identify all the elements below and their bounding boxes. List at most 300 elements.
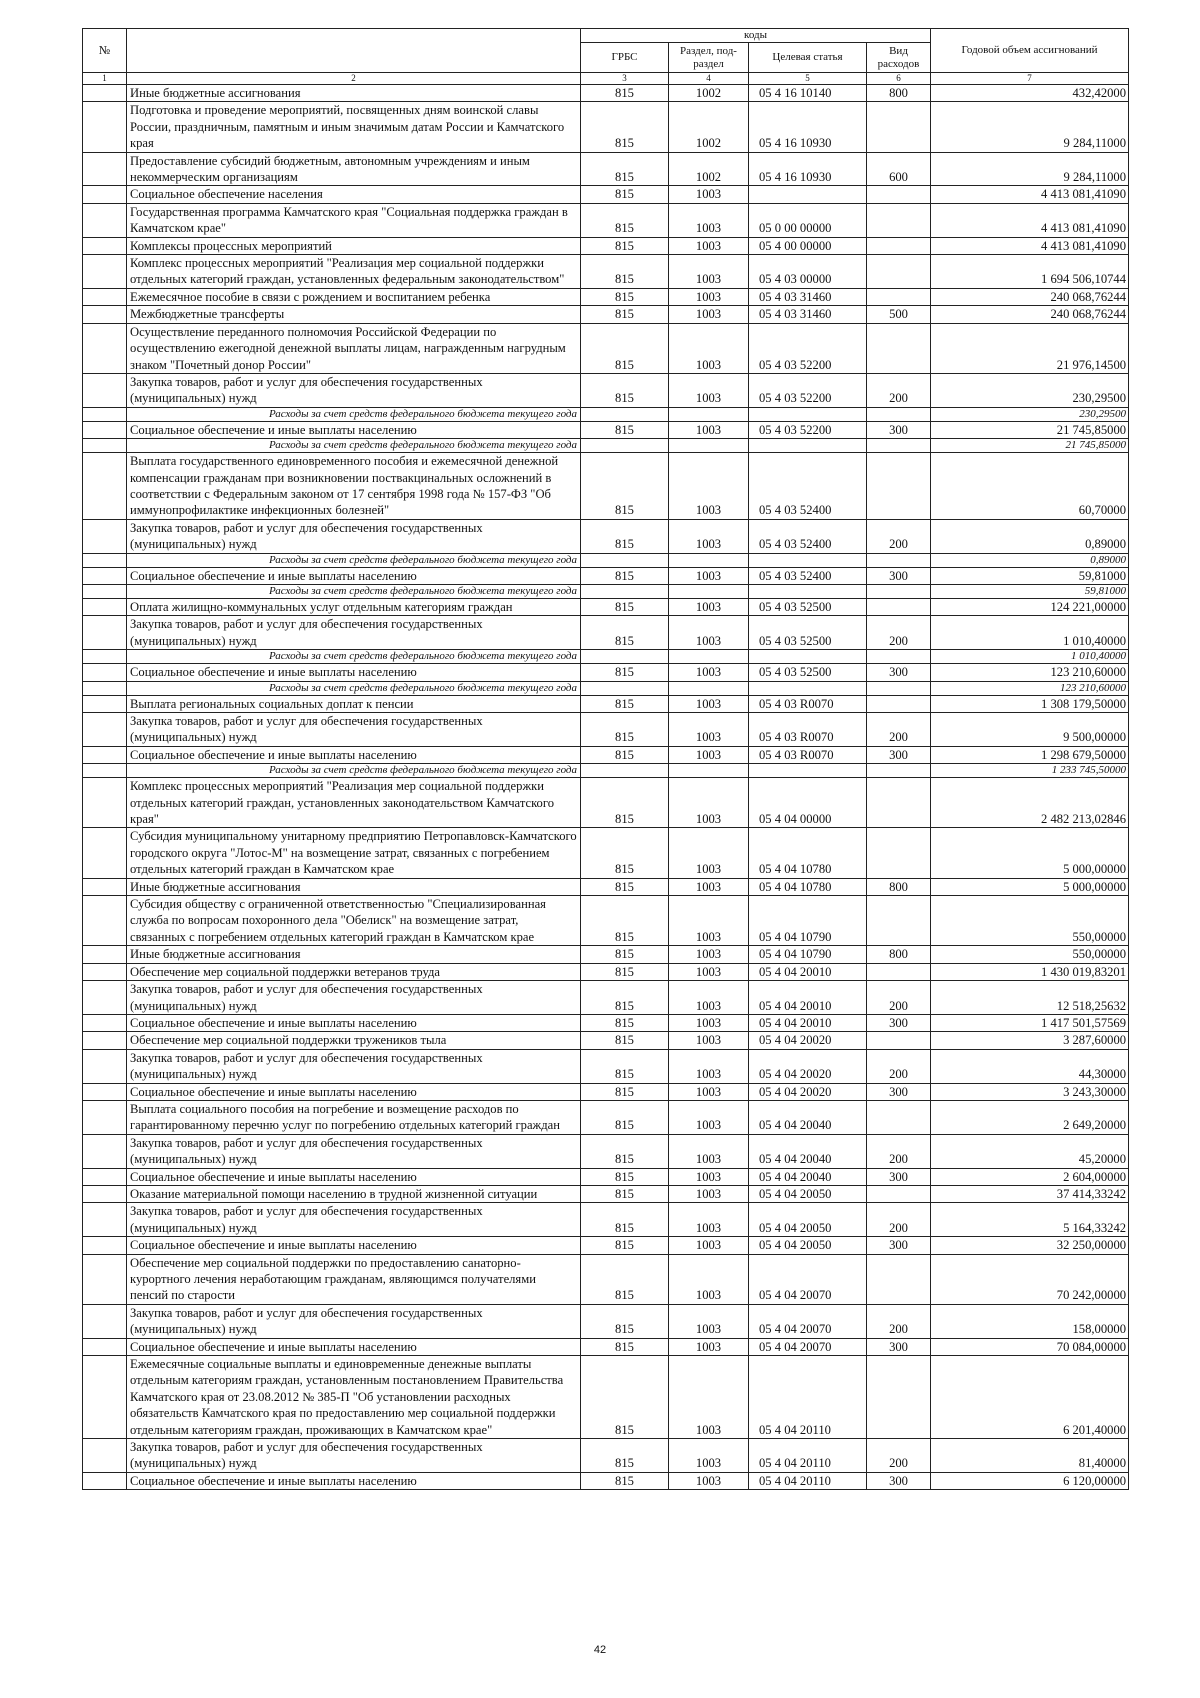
vid-cell xyxy=(867,764,931,778)
razdel-cell: 1003 xyxy=(669,713,749,747)
table-row xyxy=(83,1049,1129,1083)
razdel-cell xyxy=(669,650,749,664)
row-number-cell xyxy=(83,237,127,254)
table-row xyxy=(83,1237,1129,1254)
razdel-cell: 1003 xyxy=(669,896,749,946)
row-name-cell: Обеспечение мер социальной поддержки ветеранов труда xyxy=(127,963,581,980)
grbs-cell: 815 xyxy=(581,598,669,615)
razdel-cell: 1003 xyxy=(669,981,749,1015)
target-cell xyxy=(749,186,867,203)
vid-cell: 200 xyxy=(867,981,931,1015)
razdel-cell: 1003 xyxy=(669,828,749,878)
amount-cell: 59,81000 xyxy=(931,584,1129,598)
row-name-cell: Выплата социального пособия на погребение и возмещение расходов по гарантированному перечню услуг по погребению отдельных категорий граждан xyxy=(127,1100,581,1134)
grbs-cell: 815 xyxy=(581,1439,669,1473)
vid-cell xyxy=(867,584,931,598)
vid-cell xyxy=(867,237,931,254)
vid-cell xyxy=(867,695,931,712)
vid-cell xyxy=(867,650,931,664)
table-row xyxy=(83,896,1129,946)
grbs-cell: 815 xyxy=(581,896,669,946)
amount-cell: 6 120,00000 xyxy=(931,1472,1129,1489)
amount-cell: 1 010,40000 xyxy=(931,650,1129,664)
table-row xyxy=(83,1032,1129,1049)
header-vid: Вид расходов xyxy=(867,43,931,73)
vid-cell: 200 xyxy=(867,1304,931,1338)
grbs-cell: 815 xyxy=(581,186,669,203)
grbs-cell: 815 xyxy=(581,1254,669,1304)
grbs-cell: 815 xyxy=(581,1014,669,1031)
grbs-cell: 815 xyxy=(581,1203,669,1237)
table-row xyxy=(83,878,1129,895)
row-name-cell: Социальное обеспечение и иные выплаты населению xyxy=(127,1168,581,1185)
target-cell: 05 4 03 52200 xyxy=(749,323,867,373)
amount-cell: 70 084,00000 xyxy=(931,1338,1129,1355)
row-number-cell xyxy=(83,896,127,946)
vid-cell: 200 xyxy=(867,1134,931,1168)
table-row xyxy=(83,85,1129,102)
federal-budget-row xyxy=(83,650,1129,664)
table-row xyxy=(83,1100,1129,1134)
grbs-cell: 815 xyxy=(581,713,669,747)
grbs-cell: 815 xyxy=(581,306,669,323)
row-number-cell xyxy=(83,664,127,681)
grbs-cell: 815 xyxy=(581,567,669,584)
federal-budget-row xyxy=(83,439,1129,453)
row-number-cell xyxy=(83,1356,127,1439)
table-row xyxy=(83,152,1129,186)
vid-cell: 200 xyxy=(867,373,931,407)
amount-cell: 9 500,00000 xyxy=(931,713,1129,747)
target-cell xyxy=(749,650,867,664)
vid-cell xyxy=(867,407,931,421)
target-cell: 05 4 16 10140 xyxy=(749,85,867,102)
table-row xyxy=(83,746,1129,763)
row-name-cell: Иные бюджетные ассигнования xyxy=(127,946,581,963)
grbs-cell: 815 xyxy=(581,1237,669,1254)
row-number-cell xyxy=(83,306,127,323)
colnum: 3 xyxy=(581,73,669,85)
target-cell xyxy=(749,553,867,567)
target-cell: 05 4 04 10780 xyxy=(749,828,867,878)
amount-cell: 0,89000 xyxy=(931,553,1129,567)
razdel-cell: 1003 xyxy=(669,1439,749,1473)
razdel-cell: 1003 xyxy=(669,746,749,763)
amount-cell: 240 068,76244 xyxy=(931,288,1129,305)
grbs-cell: 815 xyxy=(581,1032,669,1049)
table-row xyxy=(83,695,1129,712)
target-cell: 05 4 03 00000 xyxy=(749,255,867,289)
row-name-cell: Социальное обеспечение и иные выплаты населению xyxy=(127,1472,581,1489)
razdel-cell: 1003 xyxy=(669,1203,749,1237)
vid-cell xyxy=(867,778,931,828)
row-number-cell xyxy=(83,85,127,102)
grbs-cell: 815 xyxy=(581,453,669,520)
row-number-cell xyxy=(83,1304,127,1338)
vid-cell xyxy=(867,453,931,520)
vid-cell: 200 xyxy=(867,713,931,747)
table-row xyxy=(83,1472,1129,1489)
table-row xyxy=(83,713,1129,747)
razdel-cell: 1003 xyxy=(669,946,749,963)
vid-cell: 300 xyxy=(867,1237,931,1254)
razdel-cell xyxy=(669,439,749,453)
row-number-cell xyxy=(83,778,127,828)
row-name-cell: Социальное обеспечение и иные выплаты населению xyxy=(127,567,581,584)
target-cell: 05 4 03 R0070 xyxy=(749,746,867,763)
vid-cell xyxy=(867,186,931,203)
amount-cell: 230,29500 xyxy=(931,407,1129,421)
amount-cell: 124 221,00000 xyxy=(931,598,1129,615)
target-cell: 05 4 03 52500 xyxy=(749,616,867,650)
grbs-cell: 815 xyxy=(581,85,669,102)
header-num: № xyxy=(83,29,127,73)
table-row xyxy=(83,963,1129,980)
grbs-cell: 815 xyxy=(581,981,669,1015)
vid-cell xyxy=(867,681,931,695)
row-name-cell: Иные бюджетные ассигнования xyxy=(127,85,581,102)
grbs-cell: 815 xyxy=(581,1168,669,1185)
row-number-cell xyxy=(83,519,127,553)
razdel-cell: 1003 xyxy=(669,288,749,305)
vid-cell: 200 xyxy=(867,1439,931,1473)
vid-cell xyxy=(867,1254,931,1304)
row-name-cell: Закупка товаров, работ и услуг для обеспечения государственных (муниципальных) нужд xyxy=(127,1439,581,1473)
razdel-cell: 1002 xyxy=(669,85,749,102)
razdel-cell: 1003 xyxy=(669,695,749,712)
vid-cell xyxy=(867,896,931,946)
target-cell: 05 4 04 20110 xyxy=(749,1439,867,1473)
row-name-cell: Выплата государственного единовременного пособия и ежемесячной денежной компенсации гражданам при возникновении поствакцинальных осложнений в соответствии с Федеральным законом от 17 сентября 1998 года № 157-ФЗ "Об иммунопрофилактике инфекционных болезней" xyxy=(127,453,581,520)
table-row xyxy=(83,203,1129,237)
target-cell: 05 4 04 20010 xyxy=(749,963,867,980)
grbs-cell xyxy=(581,681,669,695)
razdel-cell: 1003 xyxy=(669,453,749,520)
amount-cell: 230,29500 xyxy=(931,373,1129,407)
target-cell: 05 4 04 20040 xyxy=(749,1168,867,1185)
amount-cell: 59,81000 xyxy=(931,567,1129,584)
row-number-cell xyxy=(83,553,127,567)
grbs-cell xyxy=(581,650,669,664)
grbs-cell: 815 xyxy=(581,1338,669,1355)
row-name-cell: Обеспечение мер социальной поддержки тружеников тыла xyxy=(127,1032,581,1049)
row-name-cell: Закупка товаров, работ и услуг для обеспечения государственных (муниципальных) нужд xyxy=(127,519,581,553)
row-number-cell xyxy=(83,764,127,778)
table-row xyxy=(83,519,1129,553)
row-name-cell: Закупка товаров, работ и услуг для обеспечения государственных (муниципальных) нужд xyxy=(127,373,581,407)
razdel-cell: 1003 xyxy=(669,1472,749,1489)
table-row xyxy=(83,598,1129,615)
amount-cell: 1 417 501,57569 xyxy=(931,1014,1129,1031)
row-number-cell xyxy=(83,152,127,186)
row-number-cell xyxy=(83,1203,127,1237)
page-number: 42 xyxy=(593,1644,607,1656)
row-name-cell: Расходы за счет средств федерального бюджета текущего года xyxy=(127,764,581,778)
colnum: 1 xyxy=(83,73,127,85)
target-cell: 05 4 04 20020 xyxy=(749,1032,867,1049)
razdel-cell: 1003 xyxy=(669,237,749,254)
row-number-cell xyxy=(83,102,127,152)
grbs-cell: 815 xyxy=(581,102,669,152)
grbs-cell: 815 xyxy=(581,203,669,237)
razdel-cell: 1003 xyxy=(669,203,749,237)
grbs-cell: 815 xyxy=(581,778,669,828)
colnum: 7 xyxy=(931,73,1129,85)
table-row xyxy=(83,1439,1129,1473)
razdel-cell: 1003 xyxy=(669,373,749,407)
grbs-cell: 815 xyxy=(581,1083,669,1100)
row-number-cell xyxy=(83,1083,127,1100)
grbs-cell: 815 xyxy=(581,1356,669,1439)
row-name-cell: Ежемесячные социальные выплаты и единовременные денежные выплаты отдельным категориям граждан, установленным постановлением Правительства Камчатского края от 23.08.2012 № 385-П "Об установлении расходных обязательств Камчатского края по предоставлению мер социальной поддержки отдельным категориям граждан, проживающих в Камчатском крае" xyxy=(127,1356,581,1439)
target-cell: 05 4 03 R0070 xyxy=(749,695,867,712)
row-name-cell: Расходы за счет средств федерального бюджета текущего года xyxy=(127,439,581,453)
row-name-cell: Оказание материальной помощи населению в трудной жизненной ситуации xyxy=(127,1185,581,1202)
row-number-cell xyxy=(83,439,127,453)
row-name-cell: Предоставление субсидий бюджетным, автономным учреждениям и иным некоммерческим организациям xyxy=(127,152,581,186)
row-name-cell: Иные бюджетные ассигнования xyxy=(127,878,581,895)
target-cell: 05 4 04 20050 xyxy=(749,1203,867,1237)
vid-cell: 300 xyxy=(867,1083,931,1100)
target-cell: 05 4 04 00000 xyxy=(749,778,867,828)
vid-cell: 300 xyxy=(867,664,931,681)
amount-cell: 4 413 081,41090 xyxy=(931,186,1129,203)
table-row xyxy=(83,237,1129,254)
target-cell: 05 4 03 52500 xyxy=(749,598,867,615)
grbs-cell: 815 xyxy=(581,255,669,289)
row-number-cell xyxy=(83,407,127,421)
table-row xyxy=(83,421,1129,438)
row-number-cell xyxy=(83,878,127,895)
row-name-cell: Закупка товаров, работ и услуг для обеспечения государственных (муниципальных) нужд xyxy=(127,1304,581,1338)
target-cell: 05 0 00 00000 xyxy=(749,203,867,237)
row-name-cell: Закупка товаров, работ и услуг для обеспечения государственных (муниципальных) нужд xyxy=(127,981,581,1015)
amount-cell: 432,42000 xyxy=(931,85,1129,102)
razdel-cell: 1003 xyxy=(669,1032,749,1049)
vid-cell: 300 xyxy=(867,1014,931,1031)
razdel-cell: 1003 xyxy=(669,567,749,584)
razdel-cell: 1002 xyxy=(669,102,749,152)
table-row xyxy=(83,1168,1129,1185)
amount-cell: 21 976,14500 xyxy=(931,323,1129,373)
row-number-cell xyxy=(83,288,127,305)
row-name-cell: Расходы за счет средств федерального бюджета текущего года xyxy=(127,407,581,421)
row-name-cell: Закупка товаров, работ и услуг для обеспечения государственных (муниципальных) нужд xyxy=(127,616,581,650)
target-cell: 05 4 04 10790 xyxy=(749,946,867,963)
target-cell: 05 4 04 20020 xyxy=(749,1083,867,1100)
amount-cell: 2 482 213,02846 xyxy=(931,778,1129,828)
row-number-cell xyxy=(83,1100,127,1134)
amount-cell: 4 413 081,41090 xyxy=(931,237,1129,254)
amount-cell: 6 201,40000 xyxy=(931,1356,1129,1439)
razdel-cell: 1003 xyxy=(669,1083,749,1100)
row-number-cell xyxy=(83,186,127,203)
amount-cell: 1 308 179,50000 xyxy=(931,695,1129,712)
target-cell: 05 4 03 52500 xyxy=(749,664,867,681)
row-number-cell xyxy=(83,1439,127,1473)
amount-cell: 21 745,85000 xyxy=(931,421,1129,438)
target-cell: 05 4 03 52400 xyxy=(749,567,867,584)
grbs-cell: 815 xyxy=(581,1049,669,1083)
razdel-cell: 1003 xyxy=(669,878,749,895)
header-codes: коды xyxy=(581,29,931,43)
amount-cell: 1 694 506,10744 xyxy=(931,255,1129,289)
grbs-cell: 815 xyxy=(581,1304,669,1338)
razdel-cell: 1003 xyxy=(669,323,749,373)
vid-cell xyxy=(867,553,931,567)
row-name-cell: Социальное обеспечение и иные выплаты населению xyxy=(127,421,581,438)
target-cell: 05 4 03 52400 xyxy=(749,519,867,553)
target-cell: 05 4 04 20110 xyxy=(749,1356,867,1439)
row-name-cell: Оплата жилищно-коммунальных услуг отдельным категориям граждан xyxy=(127,598,581,615)
row-name-cell: Государственная программа Камчатского края "Социальная поддержка граждан в Камчатском крае" xyxy=(127,203,581,237)
row-name-cell: Расходы за счет средств федерального бюджета текущего года xyxy=(127,650,581,664)
table-row xyxy=(83,1254,1129,1304)
razdel-cell xyxy=(669,407,749,421)
vid-cell xyxy=(867,255,931,289)
table-row xyxy=(83,1014,1129,1031)
row-number-cell xyxy=(83,1049,127,1083)
razdel-cell: 1003 xyxy=(669,186,749,203)
row-number-cell xyxy=(83,746,127,763)
row-name-cell: Закупка товаров, работ и услуг для обеспечения государственных (муниципальных) нужд xyxy=(127,1049,581,1083)
table-row xyxy=(83,778,1129,828)
column-numbers xyxy=(83,73,1129,85)
amount-cell: 240 068,76244 xyxy=(931,306,1129,323)
table-body xyxy=(83,85,1129,1490)
vid-cell: 200 xyxy=(867,1203,931,1237)
target-cell: 05 4 04 20010 xyxy=(749,1014,867,1031)
row-number-cell xyxy=(83,1472,127,1489)
budget-table xyxy=(82,28,1129,1490)
row-name-cell: Социальное обеспечение и иные выплаты населению xyxy=(127,1338,581,1355)
amount-cell: 550,00000 xyxy=(931,946,1129,963)
razdel-cell: 1003 xyxy=(669,421,749,438)
row-name-cell: Социальное обеспечение и иные выплаты населению xyxy=(127,746,581,763)
amount-cell: 123 210,60000 xyxy=(931,681,1129,695)
table-row xyxy=(83,186,1129,203)
amount-cell: 1 233 745,50000 xyxy=(931,764,1129,778)
vid-cell: 300 xyxy=(867,567,931,584)
amount-cell: 32 250,00000 xyxy=(931,1237,1129,1254)
razdel-cell: 1003 xyxy=(669,1338,749,1355)
colnum: 4 xyxy=(669,73,749,85)
row-name-cell: Закупка товаров, работ и услуг для обеспечения государственных (муниципальных) нужд xyxy=(127,1134,581,1168)
row-number-cell xyxy=(83,1014,127,1031)
grbs-cell: 815 xyxy=(581,237,669,254)
row-name-cell: Комплексы процессных мероприятий xyxy=(127,237,581,254)
row-number-cell xyxy=(83,1168,127,1185)
row-number-cell xyxy=(83,373,127,407)
vid-cell: 300 xyxy=(867,746,931,763)
row-name-cell: Социальное обеспечение и иные выплаты населению xyxy=(127,1014,581,1031)
table-row xyxy=(83,288,1129,305)
vid-cell: 300 xyxy=(867,421,931,438)
row-name-cell: Расходы за счет средств федерального бюджета текущего года xyxy=(127,584,581,598)
razdel-cell: 1003 xyxy=(669,519,749,553)
amount-cell: 2 649,20000 xyxy=(931,1100,1129,1134)
grbs-cell: 815 xyxy=(581,1185,669,1202)
razdel-cell: 1003 xyxy=(669,1049,749,1083)
row-number-cell xyxy=(83,1134,127,1168)
amount-cell: 45,20000 xyxy=(931,1134,1129,1168)
amount-cell: 9 284,11000 xyxy=(931,152,1129,186)
vid-cell: 800 xyxy=(867,946,931,963)
row-number-cell xyxy=(83,255,127,289)
grbs-cell: 815 xyxy=(581,1134,669,1168)
razdel-cell: 1003 xyxy=(669,1014,749,1031)
table-row xyxy=(83,102,1129,152)
grbs-cell xyxy=(581,553,669,567)
grbs-cell: 815 xyxy=(581,878,669,895)
vid-cell: 300 xyxy=(867,1338,931,1355)
grbs-cell: 815 xyxy=(581,616,669,650)
target-cell: 05 4 04 20070 xyxy=(749,1338,867,1355)
grbs-cell: 815 xyxy=(581,421,669,438)
target-cell xyxy=(749,584,867,598)
table-row xyxy=(83,1083,1129,1100)
razdel-cell: 1003 xyxy=(669,616,749,650)
row-name-cell: Выплата региональных социальных доплат к пенсии xyxy=(127,695,581,712)
row-name-cell: Расходы за счет средств федерального бюджета текущего года xyxy=(127,553,581,567)
row-number-cell xyxy=(83,421,127,438)
vid-cell: 600 xyxy=(867,152,931,186)
row-number-cell xyxy=(83,584,127,598)
target-cell: 05 4 04 20020 xyxy=(749,1049,867,1083)
table-row xyxy=(83,616,1129,650)
amount-cell: 70 242,00000 xyxy=(931,1254,1129,1304)
vid-cell xyxy=(867,1032,931,1049)
table-row xyxy=(83,255,1129,289)
row-name-cell: Субсидия обществу с ограниченной ответственностью "Специализированная служба по вопросам похоронного дела "Обелиск" на возмещение затрат, связанных с погребением отдельных категорий граждан в Камчатском крае xyxy=(127,896,581,946)
table-row xyxy=(83,567,1129,584)
row-number-cell xyxy=(83,567,127,584)
amount-cell: 0,89000 xyxy=(931,519,1129,553)
amount-cell: 5 000,00000 xyxy=(931,828,1129,878)
row-number-cell xyxy=(83,828,127,878)
grbs-cell: 815 xyxy=(581,746,669,763)
target-cell: 05 4 04 20070 xyxy=(749,1254,867,1304)
amount-cell: 2 604,00000 xyxy=(931,1168,1129,1185)
table-row xyxy=(83,1203,1129,1237)
amount-cell: 3 243,30000 xyxy=(931,1083,1129,1100)
target-cell: 05 4 04 10790 xyxy=(749,896,867,946)
vid-cell: 300 xyxy=(867,1168,931,1185)
vid-cell xyxy=(867,1185,931,1202)
vid-cell xyxy=(867,963,931,980)
table-row xyxy=(83,828,1129,878)
row-number-cell xyxy=(83,323,127,373)
row-name-cell: Социальное обеспечение и иные выплаты населению xyxy=(127,1083,581,1100)
amount-cell: 1 430 019,83201 xyxy=(931,963,1129,980)
razdel-cell: 1003 xyxy=(669,306,749,323)
amount-cell: 5 000,00000 xyxy=(931,878,1129,895)
vid-cell xyxy=(867,439,931,453)
row-number-cell xyxy=(83,1237,127,1254)
razdel-cell xyxy=(669,553,749,567)
table-row xyxy=(83,664,1129,681)
federal-budget-row xyxy=(83,764,1129,778)
grbs-cell: 815 xyxy=(581,373,669,407)
target-cell xyxy=(749,764,867,778)
amount-cell: 44,30000 xyxy=(931,1049,1129,1083)
federal-budget-row xyxy=(83,584,1129,598)
target-cell: 05 4 04 20070 xyxy=(749,1304,867,1338)
target-cell: 05 4 04 20010 xyxy=(749,981,867,1015)
amount-cell: 550,00000 xyxy=(931,896,1129,946)
row-name-cell: Межбюджетные трансферты xyxy=(127,306,581,323)
razdel-cell xyxy=(669,764,749,778)
